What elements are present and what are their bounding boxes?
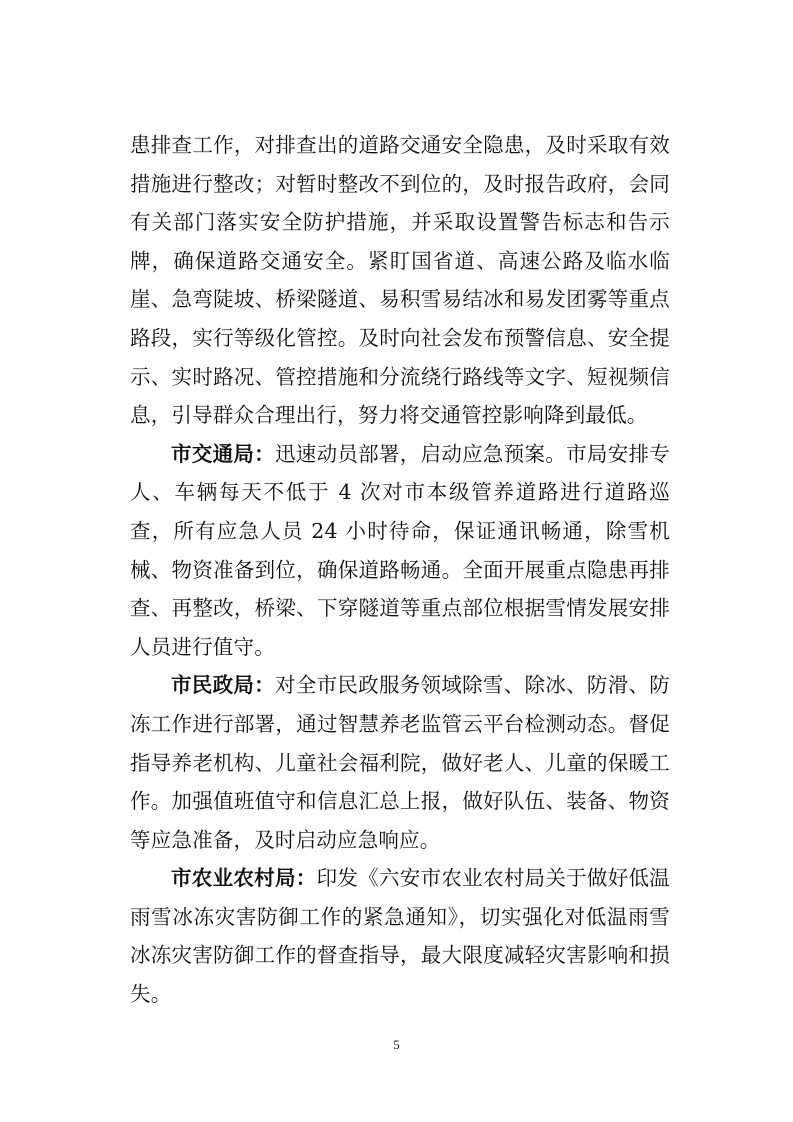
paragraph-text: 印发《六安市农业农村局关于做好低温雨雪冰冻灾害防御工作的紧急通知》，切实强化对低温雨雪冰冻灾害防御工作的督查指导，最大限度减轻灾害影响和损失。 xyxy=(130,866,670,1007)
paragraph-continuation xyxy=(130,126,670,435)
paragraph-lead: 市农业农村局： xyxy=(171,866,317,891)
paragraph-text: 患排查工作，对排查出的道路交通安全隐患，及时采取有效措施进行整改；对暂时整改不到位的，及时报告政府，会同有关部门落实安全防护措施，并采取设置警告标志和告示牌，确保道路交通安全。紧盯国省道、高速公路及临水临崖、急弯陡坡、桥梁隧道、易积雪易结冰和易发团雾等重点路段，实行等级化管控。及时向社会发布预警信息、安全提示、实时路况、管控措施和分流绕行路线等文字、短视频信息，引导群众合理出行，努力将交通管控影响降到最低。 xyxy=(130,133,670,428)
paragraph-lead: 市民政局： xyxy=(171,673,275,698)
paragraph-civil-affairs-bureau xyxy=(130,666,670,859)
paragraph-text: 迅速动员部署，启动应急预案。市局安排专人、车辆每天不低于 4 次对市本级管养道路进行道路巡查，所有应急人员 24 小时待命，保证通讯畅通，除雪机械、物资准备到位，确保道路畅通。全面开展重点隐患再排查、再整改，桥梁、下穿隧道等重点部位根据雪情发展安排人员进行值守。 xyxy=(130,441,670,659)
paragraph-lead: 市交通局： xyxy=(171,441,275,466)
body-text xyxy=(130,126,670,1014)
paragraph-transport-bureau xyxy=(130,435,670,667)
paragraph-text: 对全市民政服务领域除雪、除冰、防滑、防冻工作进行部署，通过智慧养老监管云平台检测动态。督促指导养老机构、儿童社会福利院，做好老人、儿童的保暖工作。加强值班值守和信息汇总上报，做好队伍、装备、物资等应急准备，及时启动应急响应。 xyxy=(130,673,670,852)
paragraph-agriculture-bureau xyxy=(130,859,670,1013)
page-number: 5 xyxy=(393,1037,400,1052)
